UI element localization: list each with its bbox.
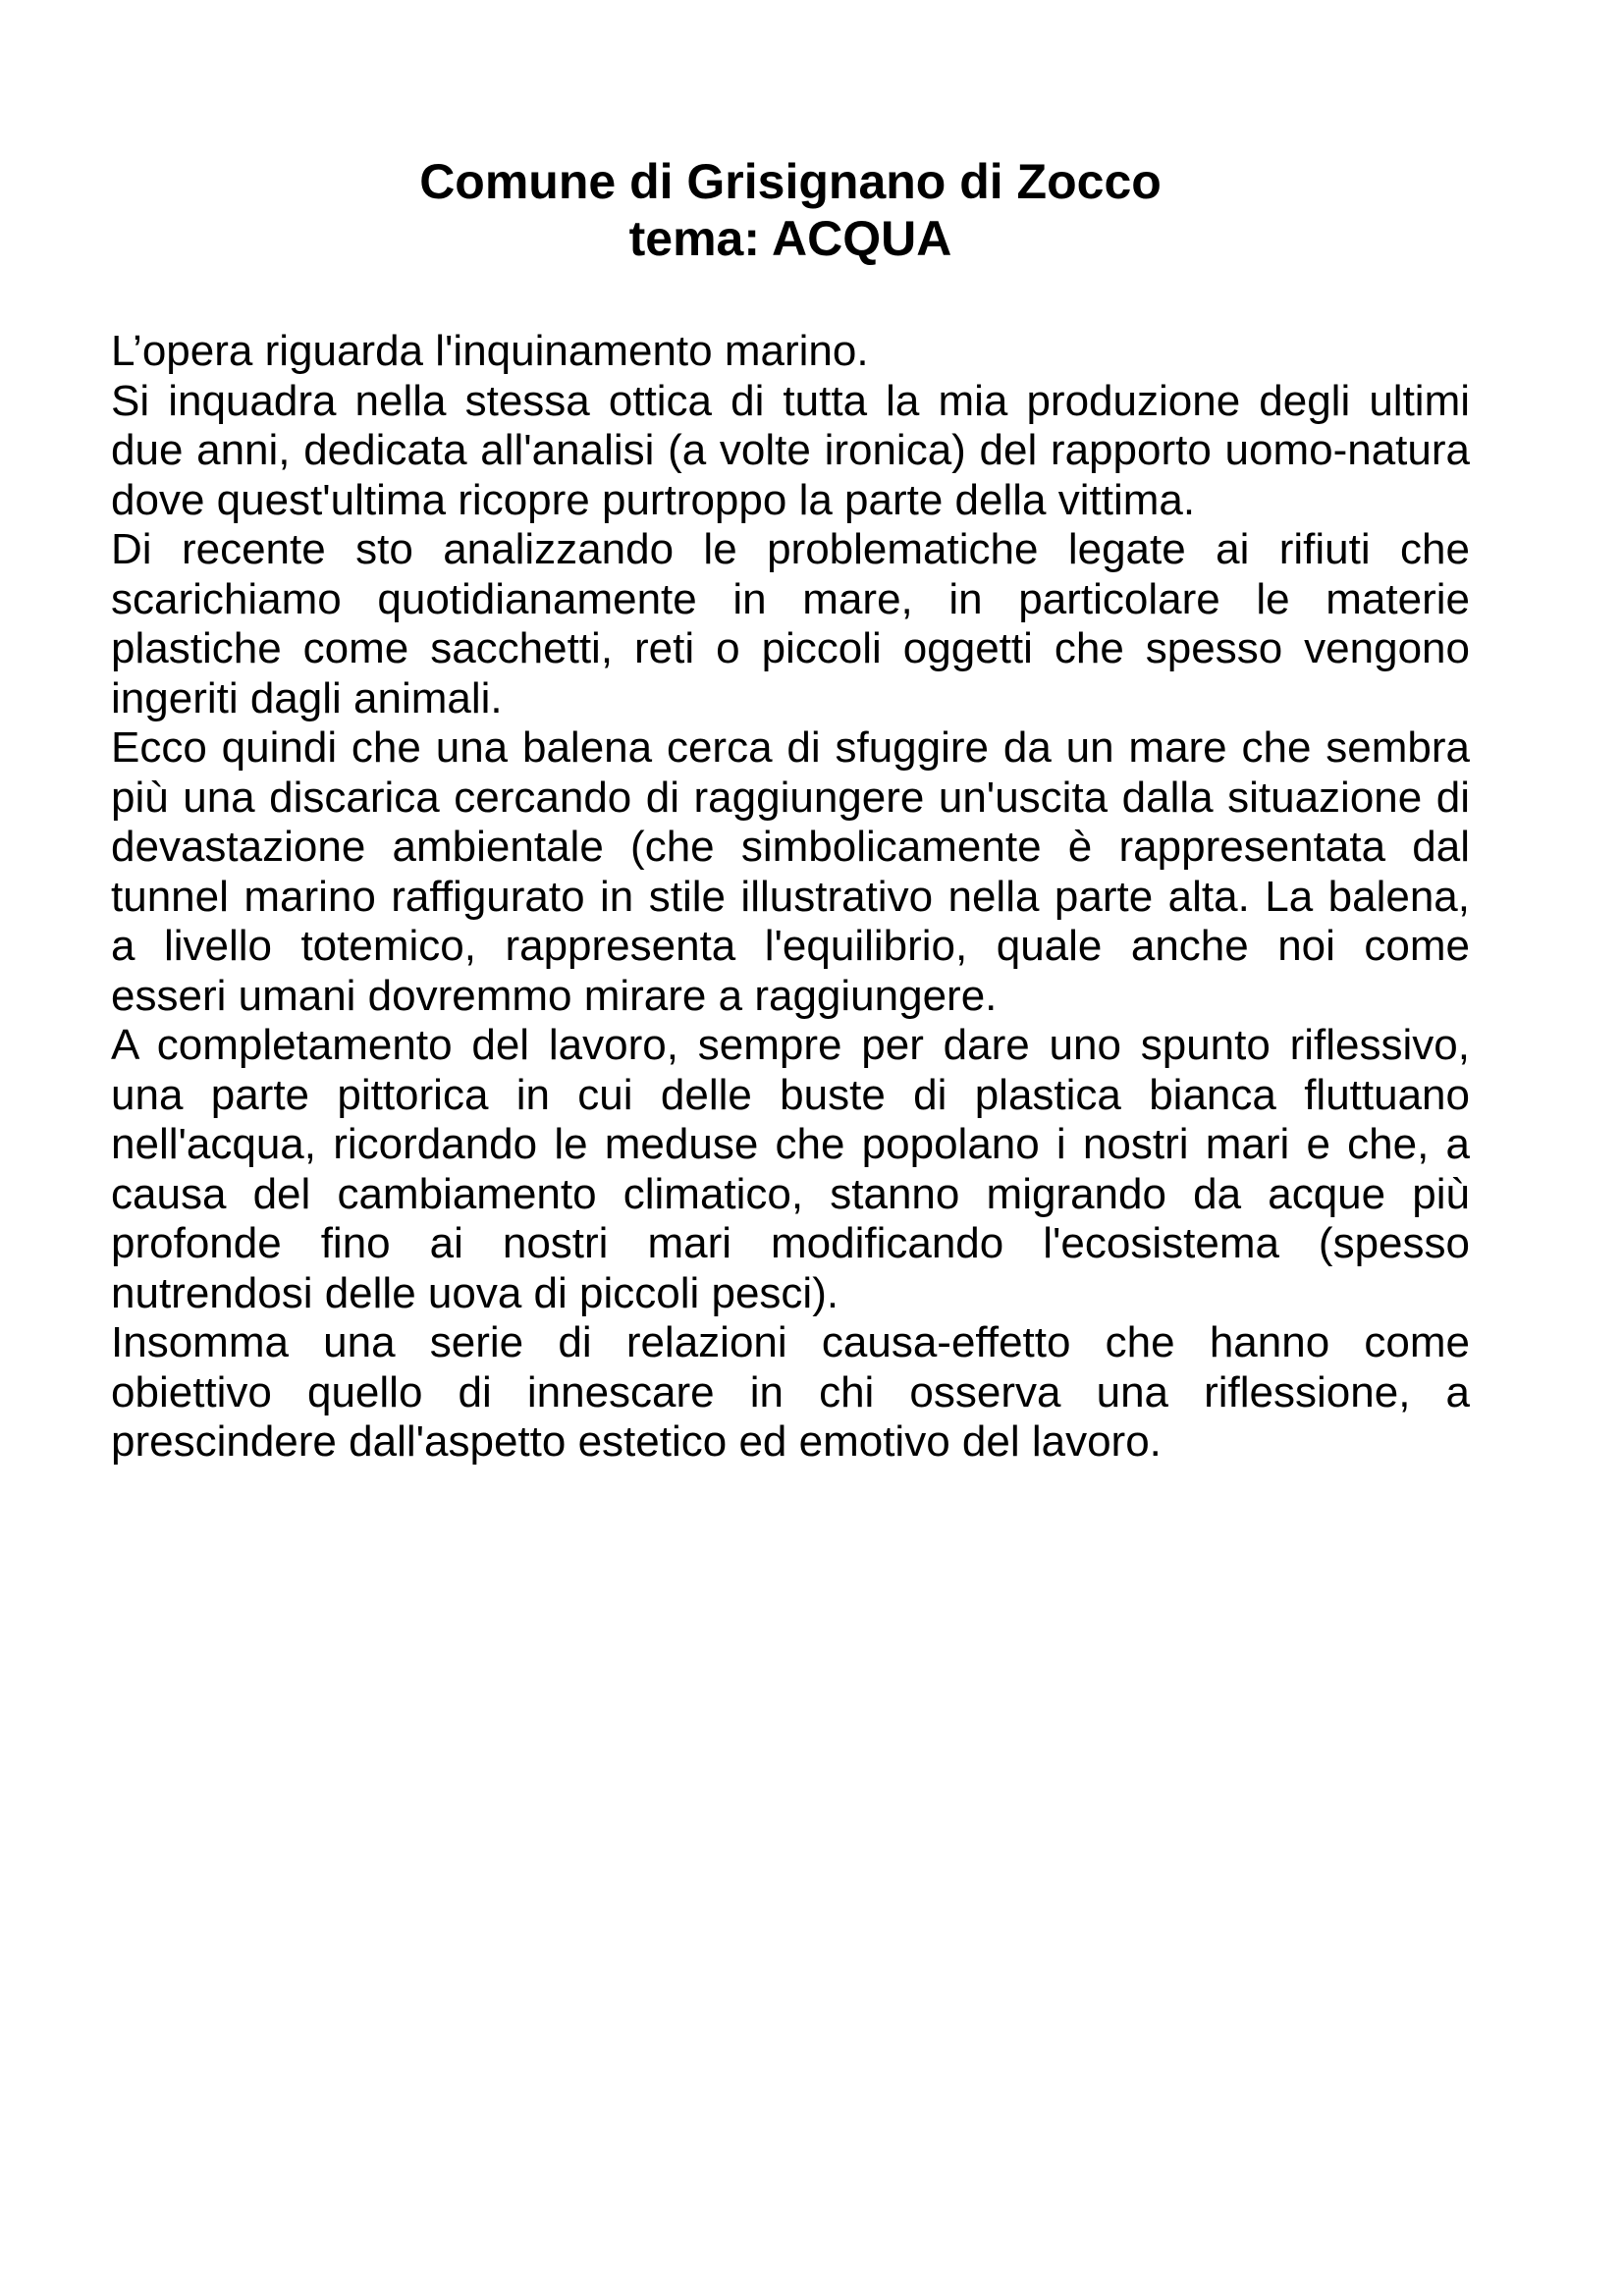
text-line: due anni, dedicata all'analisi (a volte ironica) del rapporto uomo-natura: [111, 426, 1470, 474]
text-line: nell'acqua, ricordando le meduse che popolano i nostri mari e che, a: [111, 1120, 1470, 1168]
text-line: causa del cambiamento climatico, stanno migrando da acque più: [111, 1169, 1470, 1218]
text-line: una parte pittorica in cui delle buste di plastica bianca fluttuano: [111, 1070, 1470, 1119]
text-line: tunnel marino raffigurato in stile illustrativo nella parte alta. La balena,: [111, 872, 1470, 921]
text-line: Insomma una serie di relazioni causa-effetto che hanno come: [111, 1318, 1470, 1366]
text-line: Si inquadra nella stessa ottica di tutta la mia produzione degli ultimi: [111, 376, 1470, 425]
text-line: obiettivo quello di innescare in chi osserva una riflessione, a: [111, 1367, 1470, 1416]
text-line: A completamento del lavoro, sempre per dare uno spunto riflessivo,: [111, 1021, 1470, 1069]
text-line: dove quest'ultima ricopre purtroppo la parte della vittima.: [111, 475, 1196, 524]
document-body: [111, 327, 1470, 1468]
text-line: Di recente sto analizzando le problematiche legate ai rifiuti che: [111, 525, 1470, 573]
title-line-1: Comune di Grisignano di Zocco: [419, 154, 1162, 209]
text-line: scarichiamo quotidianamente in mare, in particolare le materie: [111, 574, 1470, 623]
text-line: L’opera riguarda l'inquinamento marino.: [111, 327, 869, 375]
document-title: [111, 153, 1470, 267]
text-line: più una discarica cercando di raggiungere un'uscita dalla situazione di: [111, 773, 1470, 822]
text-line: profonde fino ai nostri mari modificando l'ecosistema (spesso: [111, 1219, 1470, 1267]
text-line: devastazione ambientale (che simbolicamente è rappresentata dal: [111, 823, 1470, 871]
text-line: a livello totemico, rappresenta l'equilibrio, quale anche noi come: [111, 922, 1470, 970]
text-line: plastiche come sacchetti, reti o piccoli oggetti che spesso vengono: [111, 624, 1470, 672]
text-line: ingeriti dagli animali.: [111, 673, 503, 722]
text-line: Ecco quindi che una balena cerca di sfuggire da un mare che sembra: [111, 723, 1470, 772]
title-line-2: tema: ACQUA: [628, 211, 952, 266]
text-line: nutrendosi delle uova di piccoli pesci).: [111, 1268, 839, 1317]
text-line: esseri umani dovremmo mirare a raggiungere.: [111, 971, 998, 1020]
text-line: prescindere dall'aspetto estetico ed emotivo del lavoro.: [111, 1417, 1162, 1466]
